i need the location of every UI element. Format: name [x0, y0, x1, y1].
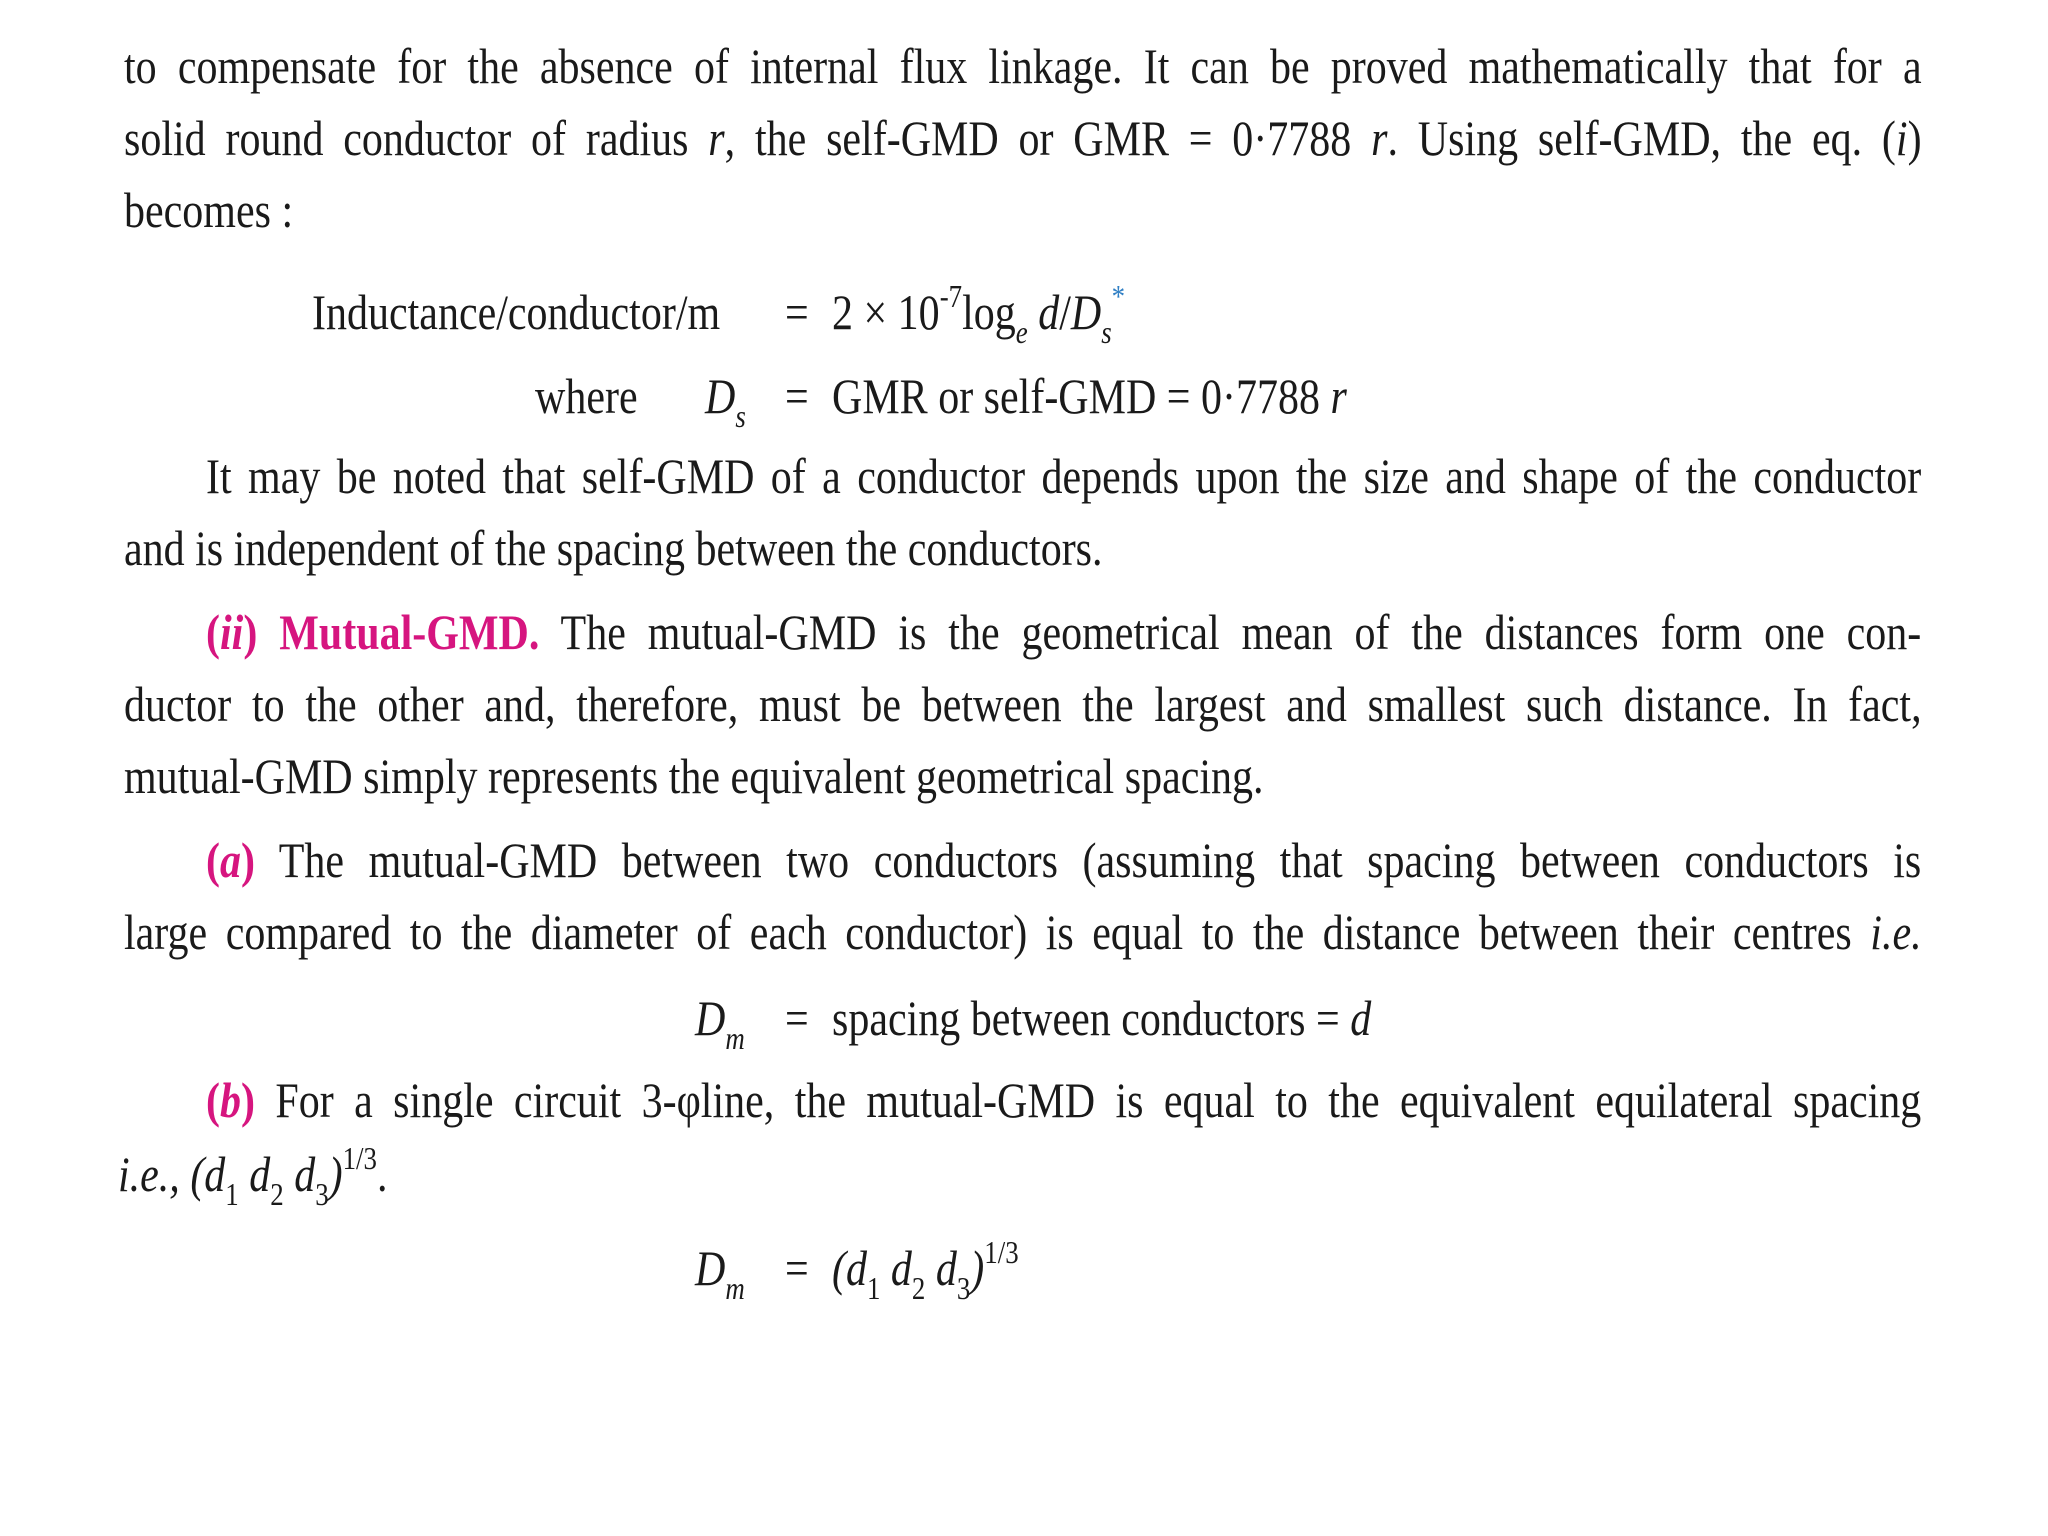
para3-line2: ductor to the other and, therefore, must be between the largest and smallest such distance. In fact,	[124, 676, 1922, 732]
equation-dm-cube-root-equals: =	[785, 1240, 809, 1296]
equation-inductance-rhs: $2 \times 10^{-7}\log_e$ $d/D_s^*$	[832, 278, 1126, 350]
para2-line1: It may be noted that self-GMD of a conductor depends upon the size and shape of the conductor	[206, 448, 1922, 504]
para5-line1: (b) For a single circuit 3-φline, the mutual-GMD is equal to the equivalent equilateral spacing	[206, 1072, 1922, 1128]
para4-line1: (a) The mutual-GMD between two conductors (assuming that spacing between conductors is	[206, 832, 1922, 888]
section-heading-mutual-gmd: Mutual-GMD.	[279, 604, 540, 660]
equation-ds-rhs: GMR or self-GMD = 0·7788 r	[832, 368, 1347, 424]
equation-dm-rhs: spacing between conductors = d	[832, 990, 1372, 1046]
para5-line2: i.e., ($d_1$ $d_2$ $d_3)^{1/3}$.	[118, 1140, 388, 1212]
para1-line3: becomes :	[124, 182, 294, 238]
equation-ds-equals: =	[785, 368, 809, 424]
para1-line1: to compensate for the absence of internal flux linkage. It can be proved mathematically that for a	[124, 38, 1922, 94]
equation-dm-equals: =	[785, 990, 809, 1046]
equation-inductance-equals: =	[785, 284, 809, 340]
para3-line3: mutual-GMD simply represents the equivalent geometrical spacing.	[124, 748, 1264, 804]
equation-dm-cube-root-symbol: $D_m$	[695, 1240, 745, 1306]
para3-line1: (ii) Mutual-GMD. The mutual-GMD is the geometrical mean of the distances form one con-	[206, 604, 1922, 660]
equation-inductance-lhs: Inductance/conductor/m	[312, 284, 721, 340]
para3-label: (ii)	[206, 604, 258, 660]
para1-line2: solid round conductor of radius r, the self-GMD or GMR = 0·7788 r. Using self-GMD, the eq. (i)	[124, 110, 1922, 166]
equation-where-label: where	[535, 368, 638, 424]
equation-dm-symbol: $D_m$	[695, 990, 745, 1056]
equation-dm-cube-root-rhs: ($d_1$ $d_2$ $d_3)^{1/3}$	[832, 1234, 1019, 1306]
equation-ds-symbol: $D_s$	[705, 368, 746, 434]
para4-label: (a)	[206, 832, 255, 888]
footnote-marker: *	[1111, 278, 1126, 314]
para2-line2: and is independent of the spacing between the conductors.	[124, 520, 1103, 576]
para4-line2: large compared to the diameter of each conductor) is equal to the distance between their centres i.e.	[124, 904, 1922, 960]
para5-label: (b)	[206, 1072, 255, 1128]
